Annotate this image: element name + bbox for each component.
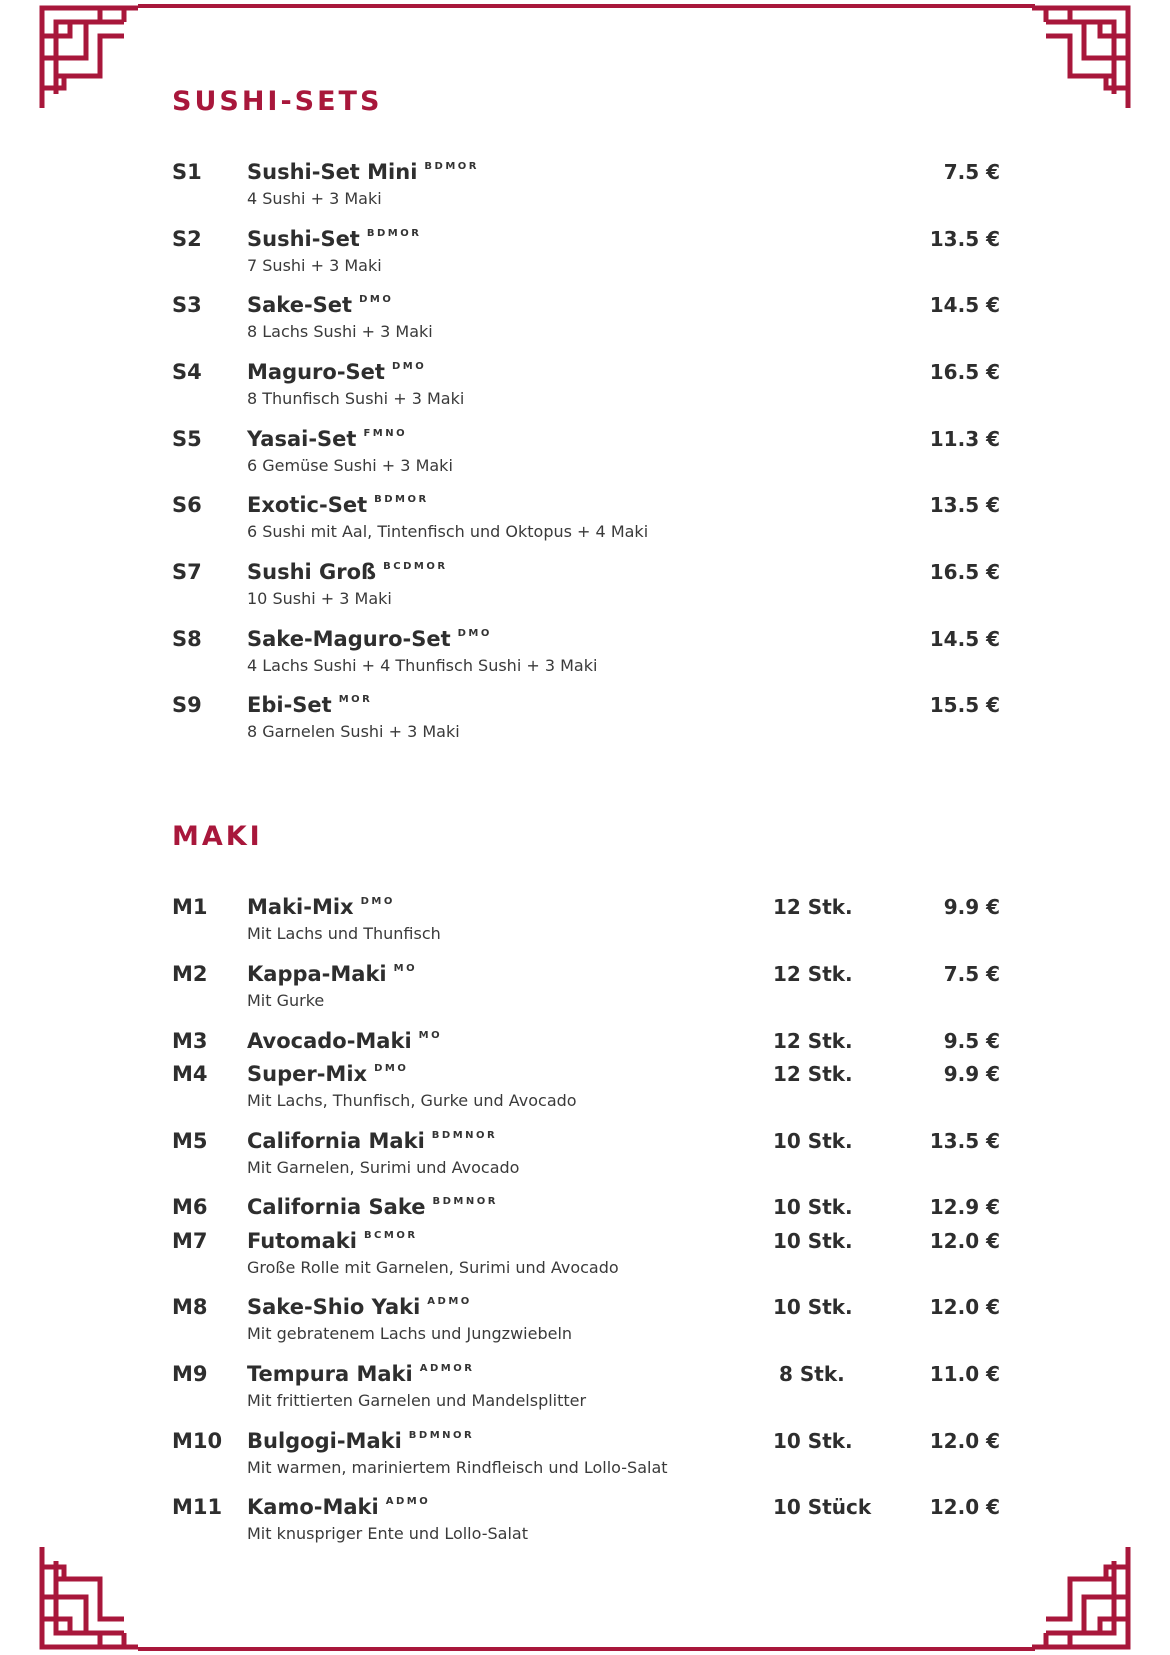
item-name: Futomaki $^{BCMOR}$ (247, 1229, 418, 1253)
item-price: 14.5 € (929, 627, 1000, 651)
item-name: Sake-Maguro-Set $^{DMO}$ (247, 627, 492, 651)
item-code: S2 (172, 227, 202, 251)
item-name: Avocado-Maki $^{MO}$ (247, 1029, 443, 1053)
item-description: 8 Thunfisch Sushi + 3 Maki (247, 389, 465, 408)
item-code: M6 (172, 1195, 208, 1219)
item-price: 7.5 € (943, 962, 1000, 986)
item-quantity: 10 Stk. (773, 1429, 853, 1453)
item-description: 4 Lachs Sushi + 4 Thunfisch Sushi + 3 Maki (247, 656, 598, 675)
item-name: Sushi Groß $^{BCDMOR}$ (247, 560, 448, 584)
item-price: 11.0 € (929, 1362, 1000, 1386)
allergen-codes: MO (418, 1030, 443, 1041)
item-quantity: 8 Stk. (779, 1362, 845, 1386)
item-code: M11 (172, 1495, 223, 1519)
allergen-codes: MO (393, 963, 418, 974)
allergen-codes: DMO (457, 628, 492, 639)
item-description: Mit knuspriger Ente und Lollo-Salat (247, 1524, 528, 1543)
item-description: Mit gebratenem Lachs und Jungzwiebeln (247, 1324, 573, 1343)
item-price: 12.0 € (929, 1495, 1000, 1519)
item-description: Mit Lachs und Thunfisch (247, 924, 441, 943)
allergen-codes: DMO (359, 294, 394, 305)
item-price: 11.3 € (929, 427, 1000, 451)
allergen-codes: MOR (338, 694, 373, 705)
item-description: 4 Sushi + 3 Maki (247, 189, 382, 208)
item-description: 8 Lachs Sushi + 3 Maki (247, 322, 433, 341)
item-price: 12.0 € (929, 1429, 1000, 1453)
item-name: Ebi-Set $^{MOR}$ (247, 693, 373, 717)
item-price: 9.9 € (943, 1062, 1000, 1086)
item-name: Maki-Mix $^{DMO}$ (247, 895, 395, 919)
item-quantity: 12 Stk. (773, 1029, 853, 1053)
item-name: Kamo-Maki $^{ADMO}$ (247, 1495, 431, 1519)
item-code: S6 (172, 493, 202, 517)
corner-bottom-right (1032, 1547, 1128, 1647)
item-description: Mit warmen, mariniertem Rindfleisch und Lollo-Salat (247, 1458, 668, 1477)
item-name: Sushi-Set Mini $^{BDMOR}$ (247, 160, 479, 184)
section-title-maki: MAKI (172, 821, 263, 852)
item-code: S4 (172, 360, 202, 384)
item-code: S5 (172, 427, 202, 451)
item-code: M2 (172, 962, 208, 986)
item-quantity: 12 Stk. (773, 1062, 853, 1086)
item-name: California Maki $^{BDMNOR}$ (247, 1129, 498, 1153)
item-quantity: 10 Stk. (773, 1229, 853, 1253)
allergen-codes: ADMO (427, 1296, 472, 1307)
allergen-codes: BDMNOR (408, 1430, 475, 1441)
corner-bottom-left (42, 1547, 138, 1647)
item-price: 9.9 € (943, 895, 1000, 919)
item-description: Mit frittierten Garnelen und Mandelsplitter (247, 1391, 587, 1410)
item-code: M8 (172, 1295, 208, 1319)
item-code: M10 (172, 1429, 223, 1453)
allergen-codes: DMO (360, 896, 395, 907)
item-description: 10 Sushi + 3 Maki (247, 589, 392, 608)
allergen-codes: DMO (391, 361, 427, 372)
item-description: Mit Lachs, Thunfisch, Gurke und Avocado (247, 1091, 577, 1110)
item-quantity: 12 Stk. (773, 962, 853, 986)
allergen-codes: FMNO (363, 428, 408, 439)
item-code: S3 (172, 293, 202, 317)
item-price: 12.0 € (929, 1295, 1000, 1319)
corner-top-left (42, 8, 138, 108)
allergen-codes: ADMOR (419, 1363, 475, 1374)
item-name: Exotic-Set $^{BDMOR}$ (247, 493, 429, 517)
allergen-codes: BDMOR (374, 494, 429, 505)
item-code: M5 (172, 1129, 208, 1153)
item-quantity: 12 Stk. (773, 895, 853, 919)
item-price: 15.5 € (929, 693, 1000, 717)
allergen-codes: BDMNOR (431, 1130, 498, 1141)
item-price: 7.5 € (943, 160, 1000, 184)
item-description: 8 Garnelen Sushi + 3 Maki (247, 722, 460, 741)
item-name: Sake-Shio Yaki $^{ADMO}$ (247, 1295, 472, 1319)
allergen-codes: BCDMOR (383, 561, 448, 572)
item-code: S8 (172, 627, 202, 651)
item-code: S1 (172, 160, 202, 184)
item-quantity: 10 Stk. (773, 1129, 853, 1153)
item-quantity: 10 Stk. (773, 1195, 853, 1219)
item-description: Mit Garnelen, Surimi und Avocado (247, 1158, 520, 1177)
item-price: 13.5 € (929, 1129, 1000, 1153)
item-quantity: 10 Stück (773, 1495, 872, 1519)
allergen-codes: BDMOR (366, 228, 422, 239)
item-code: M3 (172, 1029, 208, 1053)
allergen-codes: ADMO (385, 1496, 431, 1507)
item-price: 16.5 € (929, 560, 1000, 584)
item-name: Sake-Set $^{DMO}$ (247, 293, 394, 317)
item-price: 13.5 € (929, 227, 1000, 251)
item-price: 12.0 € (929, 1229, 1000, 1253)
item-code: M7 (172, 1229, 208, 1253)
allergen-codes: BDMOR (424, 161, 479, 172)
item-name: Tempura Maki $^{ADMOR}$ (247, 1362, 475, 1386)
item-name: California Sake $^{BDMNOR}$ (247, 1195, 498, 1219)
item-name: Super-Mix $^{DMO}$ (247, 1062, 409, 1086)
item-name: Kappa-Maki $^{MO}$ (247, 962, 418, 986)
item-code: M4 (172, 1062, 208, 1086)
allergen-codes: BCMOR (363, 1230, 418, 1241)
item-description: 6 Sushi mit Aal, Tintenfisch und Oktopus + 4 Maki (247, 522, 649, 541)
item-price: 16.5 € (929, 360, 1000, 384)
item-description: Mit Gurke (247, 991, 325, 1010)
item-price: 14.5 € (929, 293, 1000, 317)
item-price: 12.9 € (929, 1195, 1000, 1219)
item-code: M9 (172, 1362, 208, 1386)
item-description: 6 Gemüse Sushi + 3 Maki (247, 456, 453, 475)
item-quantity: 10 Stk. (773, 1295, 853, 1319)
item-code: M1 (172, 895, 208, 919)
corner-top-right (1032, 8, 1128, 108)
item-code: S7 (172, 560, 202, 584)
item-name: Yasai-Set $^{FMNO}$ (247, 427, 408, 451)
item-name: Bulgogi-Maki $^{BDMNOR}$ (247, 1429, 475, 1453)
section-title-sushi-sets: SUSHI-SETS (172, 86, 383, 117)
allergen-codes: BDMNOR (432, 1196, 498, 1207)
item-name: Sushi-Set $^{BDMOR}$ (247, 227, 422, 251)
item-name: Maguro-Set $^{DMO}$ (247, 360, 427, 384)
item-price: 13.5 € (929, 493, 1000, 517)
item-code: S9 (172, 693, 202, 717)
allergen-codes: DMO (374, 1063, 409, 1074)
item-description: Große Rolle mit Garnelen, Surimi und Avocado (247, 1258, 619, 1277)
item-price: 9.5 € (943, 1029, 1000, 1053)
item-description: 7 Sushi + 3 Maki (247, 256, 382, 275)
